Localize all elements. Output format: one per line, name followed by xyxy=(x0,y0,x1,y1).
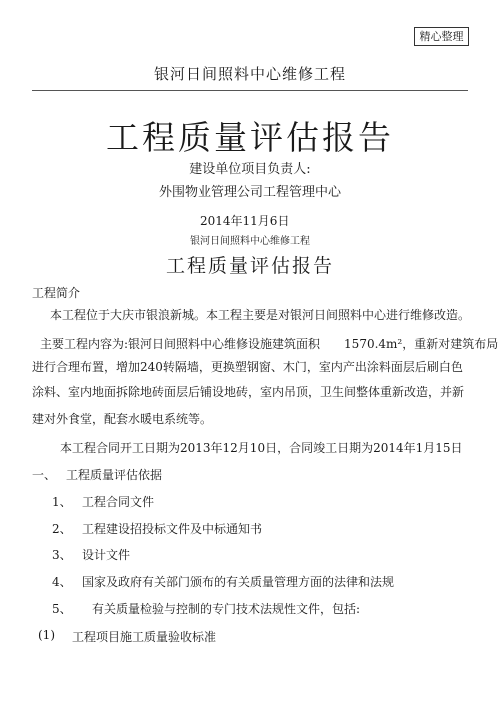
list-item-number: 3、 xyxy=(52,548,72,562)
list-item-number: 4、 xyxy=(52,575,72,589)
repeat-header: 银河日间照料中心维修工程 xyxy=(190,236,310,247)
paragraph-schedule: 本工程合同开工日期为2013年12月10日，合同竣工日期为2014年1月15日 xyxy=(60,441,463,455)
sub-list-item xyxy=(38,628,217,644)
sub-list-item-text: 工程项目施工质量验收标准 xyxy=(72,630,217,644)
intro-heading: 工程简介 xyxy=(32,286,81,300)
list-item-number: 5、 xyxy=(52,602,72,616)
paragraph-location: 本工程位于大庆市银浪新城。本工程主要是对银河日间照料中心进行维修改造。 xyxy=(50,308,471,322)
header-divider xyxy=(32,90,468,91)
section-heading-text: 工程质量评估依据 xyxy=(66,468,163,482)
list-item-text: 工程合同文件 xyxy=(82,495,155,509)
watermark-stamp: 精心整理 xyxy=(414,27,469,46)
list-item-number: 2、 xyxy=(52,522,72,536)
paragraph-content-line-3: 涂料、室内地面拆除地砖面层后铺设地砖，室内吊顶，卫生间整体重新改造，并新 xyxy=(32,385,465,399)
paragraph-content-line-4: 建对外食堂，配套水暖电系统等。 xyxy=(32,412,213,426)
section-number: 一、 xyxy=(32,468,57,482)
list-item-number: 1、 xyxy=(52,495,72,509)
section-heading xyxy=(32,466,163,483)
list-item-text: 国家及政府有关部门颁布的有关质量管理方面的法律和法规 xyxy=(82,575,395,589)
responsible-label: 建设单位项目负责人: xyxy=(189,162,311,177)
document-header: 银河日间照料中心维修工程 xyxy=(153,65,346,83)
report-date: 2014年11月6日 xyxy=(200,214,290,228)
section-title: 工程质量评估报告 xyxy=(165,255,334,277)
paragraph-content-line-1: 主要工程内容为:银河日间照料中心维修设施建筑面积 1570.4m²，重新对建筑布局 xyxy=(40,337,499,351)
page-title: 工程质量评估报告 xyxy=(106,118,394,157)
company-name: 外围物业管理公司工程管理中心 xyxy=(158,185,341,200)
list-item-text: 设计文件 xyxy=(82,548,131,562)
paragraph-content-line-2: 进行合理布置，增加240转隔墙，更换塑钢窗、木门，室内产出涂料面层后刷白色 xyxy=(32,360,463,374)
sub-list-item-number: (1) xyxy=(38,628,55,642)
list-item-text: 工程建设招投标文件及中标通知书 xyxy=(82,522,263,536)
list-item-text: 有关质量检验与控制的专门技术法规性文件，包括: xyxy=(92,602,361,616)
